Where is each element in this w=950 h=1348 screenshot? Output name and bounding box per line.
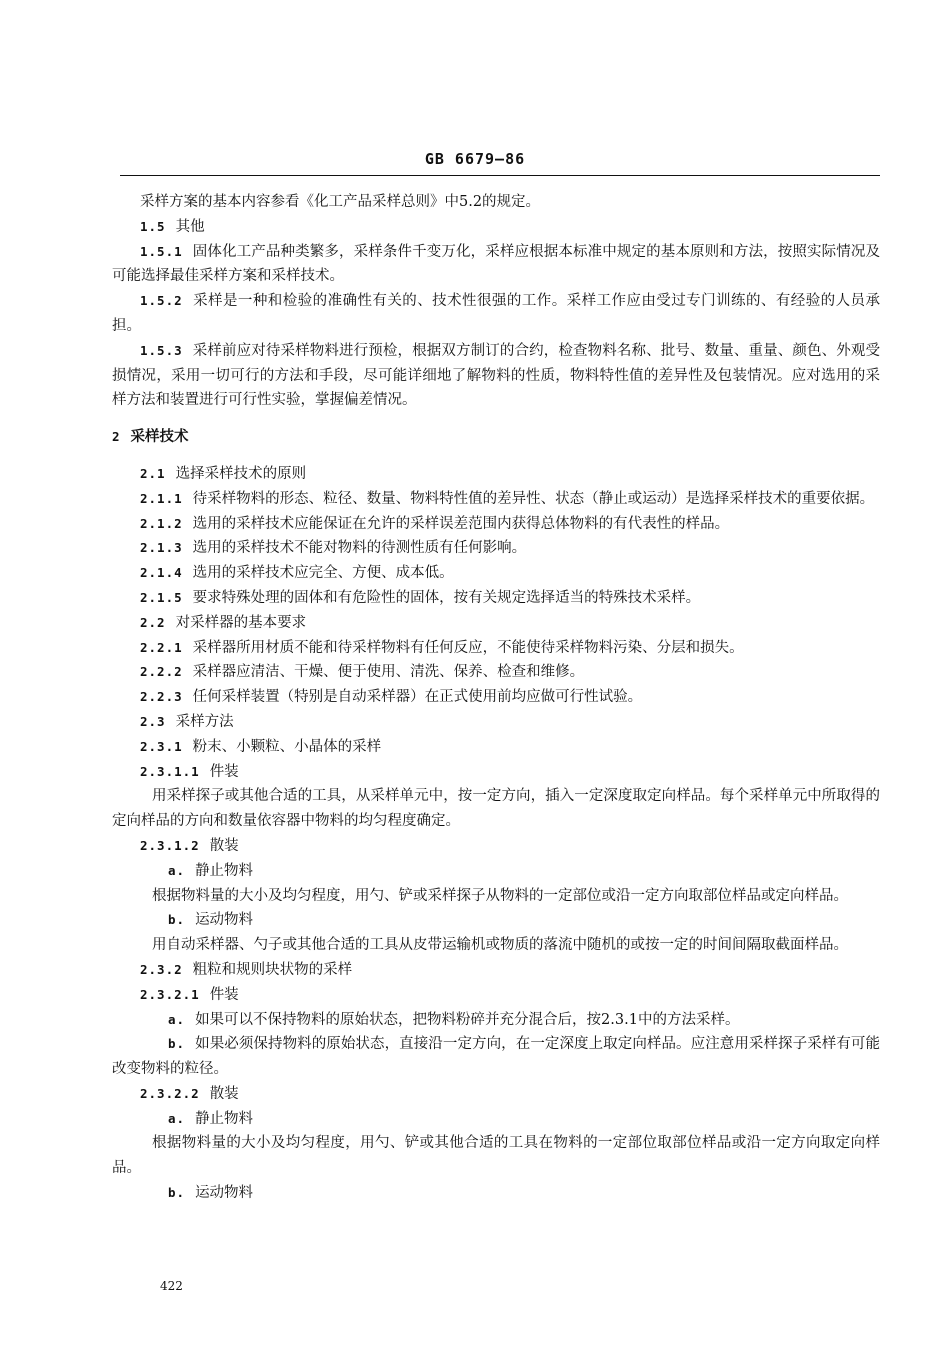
- clause-number: a.: [168, 1110, 186, 1126]
- paragraph: [112, 760, 880, 785]
- paragraph-text: 用采样探子或其他合适的工具，从采样单元中，按一定方向，插入一定深度取定向样品。每个采样单元中所取得的定向样品的方向和数量依容器中物料的均匀程度确定。: [112, 788, 880, 830]
- paragraph: [112, 908, 880, 933]
- section-spacer: [112, 413, 880, 425]
- paragraph-text: 采样前应对待采样物料进行预检，根据双方制订的合约，检查物料名称、批号、数量、重量、颜色、外观受损情况，采用一切可行的方法和手段，尽可能详细地了解物料的性质，物料特性值的差异性及包装情况。应对选用的采样方法和装置进行可行性实验，掌握偏差情况。: [112, 342, 880, 409]
- clause-number: 2.2.2: [140, 664, 183, 680]
- clause-number: 2.1.4: [140, 565, 183, 581]
- paragraph: [112, 1082, 880, 1107]
- paragraph-text: 散装: [209, 837, 239, 854]
- paragraph-text: 根据物料量的大小及均匀程度，用勺、铲或采样探子从物料的一定部位或沿一定方向取部位样品或定向样品。: [152, 887, 848, 904]
- paragraph: [112, 958, 880, 983]
- paragraph-text: 选用的采样技术应完全、方便、成本低。: [192, 565, 454, 582]
- paragraph-text: 采样器应清洁、干燥、便于使用、清洗、保养、检查和维修。: [192, 664, 585, 681]
- clause-number: 2.3.1: [140, 738, 183, 754]
- clause-number: 2.2.3: [140, 689, 183, 705]
- paragraph-text: 选择采样技术的原则: [175, 465, 307, 482]
- paragraph: [112, 462, 880, 487]
- paragraph-text: 采样是一种和检验的准确性有关的、技术性很强的工作。采样工作应由受过专门训练的、有经验的人员承担。: [112, 293, 880, 334]
- paragraph-text: 选用的采样技术应能保证在允许的采样误差范围内获得总体物料的有代表性的样品。: [192, 515, 730, 532]
- paragraph: [112, 784, 880, 834]
- paragraph-text: 用自动采样器、勺子或其他合适的工具从皮带运输机或物质的落流中随机的或按一定的时间间隔取截面样品。: [152, 937, 848, 954]
- clause-number: 2.3.2.1: [140, 986, 200, 1002]
- clause-number: 2.2: [140, 614, 166, 630]
- paragraph: [112, 1181, 880, 1206]
- clause-number: a.: [168, 1011, 186, 1027]
- paragraph: [112, 425, 880, 450]
- paragraph-text: 运动物料: [195, 1185, 254, 1202]
- paragraph: [112, 487, 880, 512]
- paragraph: [112, 710, 880, 735]
- clause-number: b.: [168, 1036, 186, 1052]
- paragraph-text: 采样方法: [175, 713, 234, 730]
- clause-number: 2.1.1: [140, 490, 183, 506]
- page-header-standard-code: GB 6679—86: [424, 150, 526, 168]
- paragraph: [112, 685, 880, 710]
- paragraph: [112, 1107, 880, 1132]
- paragraph-text: 采样器所用材质不能和待采样物料有任何反应，不能使待采样物料污染、分层和损失。: [192, 639, 744, 656]
- paragraph-text: 任何采样装置（特别是自动采样器）在正式使用前均应做可行性试验。: [192, 689, 643, 706]
- document-body: [112, 190, 880, 1206]
- paragraph: [112, 834, 880, 859]
- paragraph: [112, 240, 880, 290]
- clause-number: 2.1.3: [140, 540, 183, 556]
- paragraph-text: 件装: [209, 763, 239, 780]
- paragraph-text: 如果必须保持物料的原始状态，直接沿一定方向，在一定深度上取定向样品。应注意用采样探子采样有可能改变物料的粒径。: [112, 1036, 880, 1078]
- clause-number: 2.3.1.2: [140, 837, 200, 853]
- paragraph: [112, 289, 880, 339]
- paragraph: [112, 1131, 880, 1181]
- clause-number: 2.2.1: [140, 639, 183, 655]
- clause-number: 2.3: [140, 713, 166, 729]
- paragraph-text: 运动物料: [195, 912, 254, 929]
- paragraph-text: 采样方案的基本内容参看《化工产品采样总则》中5.2的规定。: [140, 194, 541, 210]
- paragraph: [112, 561, 880, 586]
- paragraph-text: 采样技术: [130, 428, 189, 446]
- paragraph: [112, 339, 880, 413]
- paragraph: [112, 636, 880, 661]
- paragraph: [112, 1032, 880, 1082]
- paragraph: [112, 933, 880, 958]
- paragraph-text: 固体化工产品种类繁多，采样条件千变万化，采样应根据本标准中规定的基本原则和方法，按照实际情况及可能选择最佳采样方案和采样技术。: [112, 243, 880, 285]
- clause-number: 2.3.2.2: [140, 1085, 200, 1101]
- paragraph-text: 静止物料: [195, 862, 254, 879]
- clause-number: 2.1.5: [140, 589, 183, 605]
- paragraph: [112, 1008, 880, 1033]
- paragraph-text: 粉末、小颗粒、小晶体的采样: [192, 738, 382, 755]
- clause-number: 2.3.2: [140, 961, 183, 977]
- clause-number: a.: [168, 862, 186, 878]
- paragraph: [112, 611, 880, 636]
- clause-number: 2: [112, 429, 121, 445]
- paragraph: [112, 215, 880, 240]
- paragraph: [112, 190, 880, 215]
- paragraph: [112, 859, 880, 884]
- section-spacer: [112, 450, 880, 462]
- paragraph: [112, 983, 880, 1008]
- paragraph-text: 如果可以不保持物料的原始状态，把物料粉碎并充分混合后，按2.3.1中的方法采样。: [195, 1011, 740, 1028]
- clause-number: b.: [168, 1185, 186, 1201]
- paragraph: [112, 660, 880, 685]
- paragraph: [112, 586, 880, 611]
- paragraph: [112, 735, 880, 760]
- paragraph-text: 要求特殊处理的固体和有危险性的固体，按有关规定选择适当的特殊技术采样。: [192, 589, 701, 606]
- clause-number: 1.5: [140, 218, 166, 234]
- clause-number: 1.5.1: [140, 243, 183, 259]
- clause-number: 2.3.1.1: [140, 763, 200, 779]
- paragraph-text: 静止物料: [195, 1110, 254, 1127]
- paragraph: [112, 536, 880, 561]
- clause-number: 2.1.2: [140, 515, 183, 531]
- paragraph: [112, 512, 880, 537]
- paragraph-text: 其他: [175, 218, 205, 235]
- paragraph-text: 待采样物料的形态、粒径、数量、物料特性值的差异性、状态（静止或运动）是选择采样技术的重要依据。: [192, 490, 875, 507]
- clause-number: 1.5.2: [140, 293, 183, 309]
- header-rule: [120, 175, 880, 176]
- paragraph-text: 选用的采样技术不能对物料的待测性质有任何影响。: [192, 540, 527, 557]
- clause-number: b.: [168, 912, 186, 928]
- paragraph: [112, 884, 880, 909]
- clause-number: 1.5.3: [140, 342, 183, 358]
- paragraph-text: 散装: [209, 1085, 239, 1102]
- paragraph-text: 对采样器的基本要求: [175, 614, 307, 631]
- paragraph-text: 粗粒和规则块状物的采样: [192, 961, 353, 978]
- paragraph-text: 根据物料量的大小及均匀程度，用勺、铲或其他合适的工具在物料的一定部位取部位样品或沿一定方向取定向样品。: [112, 1135, 880, 1177]
- clause-number: 2.1: [140, 465, 166, 481]
- page-number: 422: [160, 1279, 183, 1293]
- paragraph-text: 件装: [209, 986, 239, 1003]
